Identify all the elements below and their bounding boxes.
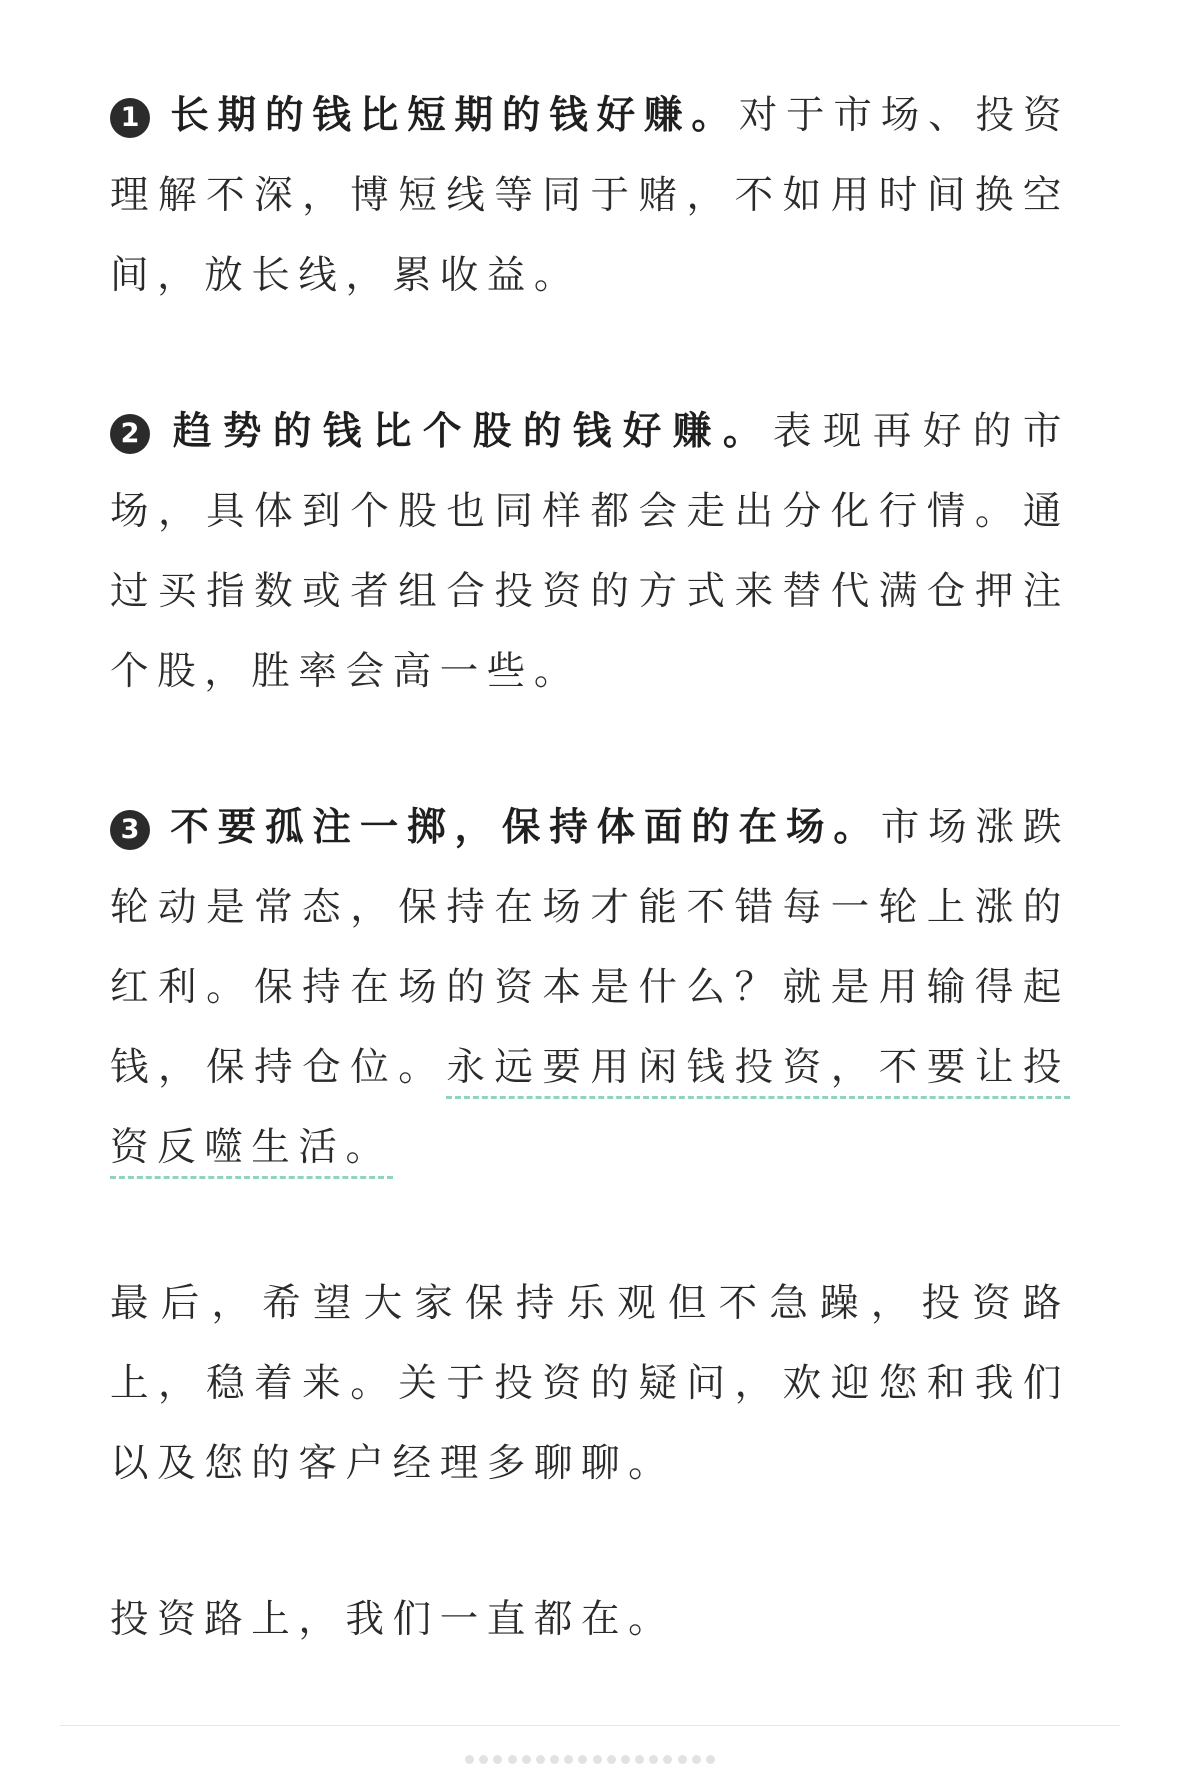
point-2-body: 表现再好的市场，具体到个股也同样都会走出分化行情。通过买指数或者组合投资的方式来替代满仓押注个股，胜率会高一些。 — [110, 409, 1071, 694]
point-2 — [110, 392, 1070, 712]
point-3 — [110, 788, 1070, 1188]
footer-dots-decoration — [465, 1746, 715, 1772]
closing-paragraph: 最后，希望大家保持乐观但不急躁，投资路上，稳着来。关于投资的疑问，欢迎您和我们以及您的客户经理多聊聊。 — [110, 1281, 1070, 1486]
highlighted-sentence: 永远要用闲钱投资，不要让投资反噬生活。 — [110, 1045, 1070, 1179]
point-3-lead: 不要孤注一掷，保持体面的在场。 — [170, 805, 881, 850]
article-body — [110, 76, 1070, 1660]
point-1-lead: 长期的钱比短期的钱好赚。 — [170, 93, 739, 138]
closing-line: 投资路上，我们一直都在。 — [110, 1597, 676, 1642]
point-1 — [110, 76, 1070, 316]
number-badge-1: 1 — [110, 98, 150, 138]
point-3-body: 市场涨跌轮动是常态，保持在场才能不错每一轮上涨的红利。保持在场的资本是什么？就是用输得起钱，保持仓位。 — [110, 805, 1070, 1090]
number-badge-3: 3 — [110, 810, 150, 850]
footer-divider — [60, 1725, 1120, 1726]
point-1-body: 对于市场、投资理解不深，博短线等同于赌，不如用时间换空间，放长线，累收益。 — [110, 93, 1070, 298]
point-2-lead: 趋势的钱比个股的钱好赚。 — [170, 409, 773, 454]
number-badge-2: 2 — [110, 414, 150, 454]
